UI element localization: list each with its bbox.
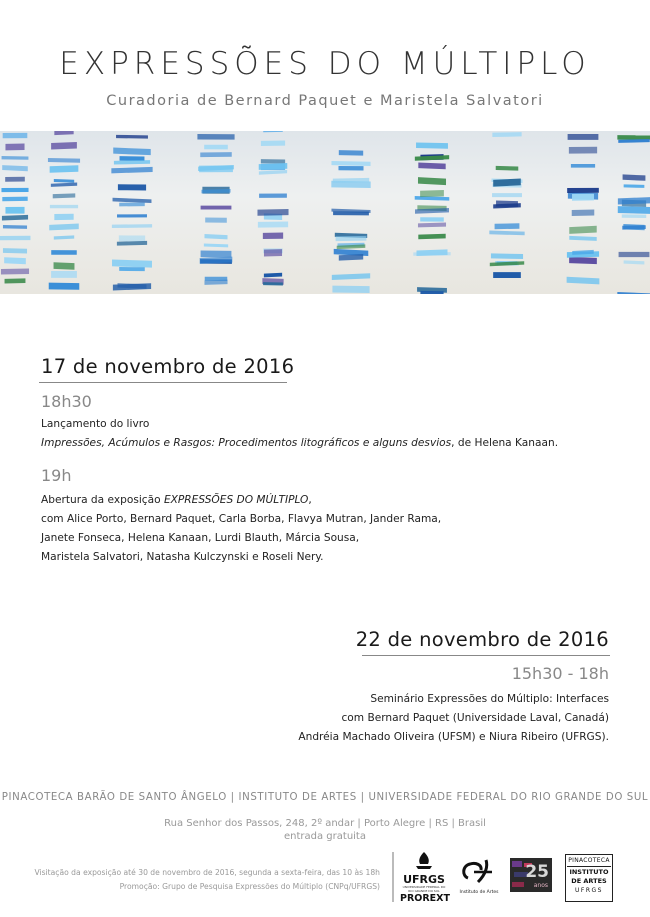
glass-column xyxy=(331,131,370,293)
glass-strip xyxy=(1,188,28,192)
glass-strip xyxy=(622,225,645,229)
event1-date: 17 de novembro de 2016 xyxy=(41,355,295,378)
glass-strip xyxy=(617,292,650,294)
curators-subtitle: Curadoria de Bernard Paquet e Maristela Salvatori xyxy=(106,93,544,109)
glass-strip xyxy=(418,163,445,170)
artwork-banner xyxy=(0,131,650,294)
glass-strip xyxy=(4,257,26,264)
glass-column xyxy=(489,131,524,278)
glass-strip xyxy=(569,147,597,154)
glass-strip xyxy=(418,223,446,228)
glass-column xyxy=(197,134,234,285)
glass-strip xyxy=(5,278,26,283)
pinacoteca-logo xyxy=(565,854,613,902)
glass-strip xyxy=(119,202,145,206)
logo-divider xyxy=(392,852,394,902)
glass-strip xyxy=(259,163,288,170)
pinacoteca-line-2: INSTITUTO xyxy=(569,868,609,876)
book-author-prefix: , de xyxy=(451,437,475,449)
event2-time: 15h30 - 18h xyxy=(511,664,609,683)
glass-strip xyxy=(617,135,650,140)
glass-strip xyxy=(200,152,231,157)
book-author: Helena Kanaan xyxy=(474,437,555,449)
glass-strip xyxy=(49,224,79,231)
speaker-bernard-paquet: Bernard Paquet xyxy=(367,712,450,724)
speaker1-prefix: com xyxy=(341,712,368,724)
seminar-title: Seminário Expressões do Múltiplo: Interfaces xyxy=(370,693,609,705)
speaker-niura-ribeiro: Niura Ribeiro xyxy=(488,731,558,743)
glass-strip xyxy=(54,262,75,269)
glass-strip xyxy=(568,134,599,140)
glass-strip xyxy=(112,260,152,268)
glass-strip xyxy=(420,217,444,221)
glass-stripes-artwork xyxy=(0,131,650,294)
prorext-label: PROREXT xyxy=(400,893,450,904)
glass-strip xyxy=(495,223,520,229)
glass-strip xyxy=(332,286,369,293)
admission-note: entrada gratuita xyxy=(284,831,366,842)
speaker1-affiliation: (Universidade Laval, Canadá) xyxy=(449,712,609,724)
book-launch-details xyxy=(41,434,558,453)
glass-strip xyxy=(2,156,29,160)
glass-strip xyxy=(336,236,367,241)
glass-strip xyxy=(264,249,282,256)
glass-strip xyxy=(49,283,80,290)
glass-strip xyxy=(54,214,73,220)
glass-strip xyxy=(53,193,76,198)
glass-strip xyxy=(567,277,600,285)
glass-strip xyxy=(1,268,29,274)
glass-strip xyxy=(205,218,227,223)
glass-strip xyxy=(204,145,228,150)
glass-strip xyxy=(567,188,599,193)
glass-strip xyxy=(2,215,28,221)
promotion-note: Promoção: Grupo de Pesquisa Expressões do Múltiplo (CNPq/UFRGS) xyxy=(119,882,380,891)
glass-strip xyxy=(416,142,448,148)
glass-strip xyxy=(263,131,283,132)
glass-strip xyxy=(339,254,363,260)
pinacoteca-rule xyxy=(567,866,611,867)
glass-strip xyxy=(0,236,30,241)
book-title: Impressões, Acúmulos e Rasgos: Procedimentos litográficos e alguns desvios xyxy=(41,437,452,449)
artists-line-3: Maristela Salvatori, Natasha Kulczynski e Roseli Nery. xyxy=(41,551,324,563)
address-block xyxy=(0,817,650,843)
pinacoteca-line-3: DE ARTES xyxy=(571,877,607,885)
glass-column xyxy=(257,131,288,285)
ufrgs-logo xyxy=(400,850,448,904)
glass-strip xyxy=(420,190,444,197)
glass-strip xyxy=(339,150,363,155)
glass-strip xyxy=(51,250,77,255)
glass-column xyxy=(567,131,600,294)
glass-strip xyxy=(48,158,80,163)
anniversary-number: 25 xyxy=(525,862,549,882)
glass-strip xyxy=(569,257,597,264)
glass-strip xyxy=(5,207,24,214)
glass-strip xyxy=(113,198,152,203)
glass-strip xyxy=(618,206,650,214)
glass-strip xyxy=(332,273,370,280)
glass-strip xyxy=(201,189,230,193)
glass-column xyxy=(48,131,80,290)
event2-date-divider xyxy=(362,655,610,656)
glass-strip xyxy=(415,196,450,201)
glass-strip xyxy=(257,209,288,216)
artists-line-1: com Alice Porto, Bernard Paquet, Carla Borba, Flavya Mutran, Jander Rama, xyxy=(41,513,442,525)
glass-strip xyxy=(333,211,369,215)
glass-strip xyxy=(259,193,287,197)
glass-strip xyxy=(3,248,27,253)
glass-strip xyxy=(54,179,74,183)
glass-strip xyxy=(204,243,228,247)
glass-strip xyxy=(50,165,79,172)
glass-strip xyxy=(623,174,646,180)
glass-strip xyxy=(3,133,28,138)
event1-time-19h: 19h xyxy=(41,466,72,485)
glass-column xyxy=(111,135,152,291)
glass-strip xyxy=(112,224,152,228)
pinacoteca-line-4: UFRGS xyxy=(575,887,603,894)
glass-strip xyxy=(418,177,446,185)
opening-line xyxy=(41,491,312,510)
ia-emblem-icon xyxy=(456,856,502,886)
book-end: . xyxy=(554,437,559,449)
glass-strip xyxy=(119,235,145,241)
glass-strip xyxy=(619,252,650,257)
glass-strip xyxy=(418,234,445,239)
glass-strip xyxy=(51,142,77,149)
ufrgs-small-label: UNIVERSIDADE FEDERAL DO RIO GRANDE DO SUL xyxy=(402,885,446,893)
glass-strip xyxy=(204,280,227,285)
glass-strip xyxy=(493,272,521,278)
book-launch-label: Lançamento do livro xyxy=(41,418,150,430)
glass-strip xyxy=(492,132,521,137)
glass-column xyxy=(617,135,650,294)
speaker2-mid: (UFSM) e xyxy=(434,731,489,743)
glass-strip xyxy=(204,234,227,239)
glass-strip xyxy=(261,141,285,146)
visit-promotion-block xyxy=(20,866,380,894)
ufrgs-emblem-icon xyxy=(400,850,448,870)
ia-label: Instituto de Artes xyxy=(459,890,499,895)
seminar-speaker-1 xyxy=(280,709,609,728)
seminar-speakers-2 xyxy=(280,728,609,747)
glass-strip xyxy=(54,235,74,239)
glass-strip xyxy=(50,205,78,208)
event1-date-divider xyxy=(39,382,287,383)
glass-column xyxy=(413,142,450,294)
glass-strip xyxy=(117,241,147,246)
instituto-artes-logo xyxy=(456,856,502,896)
glass-strip xyxy=(491,253,523,259)
glass-strip xyxy=(2,165,28,171)
glass-strip xyxy=(261,159,285,163)
glass-strip xyxy=(624,184,645,188)
glass-strip xyxy=(118,184,146,190)
speaker3-affiliation: (UFRGS). xyxy=(557,731,609,743)
glass-strip xyxy=(572,209,595,216)
glass-strip xyxy=(622,214,646,218)
glass-column xyxy=(0,133,30,284)
institutions-line: PINACOTECA BARÃO DE SANTO ÂNGELO | INSTITUTO DE ARTES | UNIVERSIDADE FEDERAL DO RIO GRANDE DO SUL xyxy=(1,792,649,803)
glass-strip xyxy=(197,134,234,140)
glass-strip xyxy=(331,161,370,166)
visit-hours: Visitação da exposição até 30 de novembro de 2016, segunda a sexta-feira, das 10 às 18h xyxy=(34,868,380,877)
anniversary-logo xyxy=(510,858,552,892)
glass-strip xyxy=(201,250,232,257)
speaker-andreia-oliveira: Andréia Machado Oliveira xyxy=(298,731,435,743)
glass-strip xyxy=(201,206,232,210)
event2-date: 22 de novembro de 2016 xyxy=(355,628,609,651)
glass-strip xyxy=(5,177,25,182)
glass-strip xyxy=(333,178,369,183)
glass-strip xyxy=(489,231,524,236)
glass-strip xyxy=(263,282,283,285)
anniversary-label: anos xyxy=(533,882,548,889)
glass-strip xyxy=(51,271,77,278)
glass-strip xyxy=(119,267,145,271)
artists-line-2: Janete Fonseca, Helena Kanaan, Lurdi Blauth, Márcia Sousa, xyxy=(41,532,360,544)
glass-strip xyxy=(624,260,645,264)
glass-strip xyxy=(114,160,150,164)
glass-strip xyxy=(264,273,282,278)
glass-strip xyxy=(54,131,73,135)
glass-strip xyxy=(3,225,27,229)
pinacoteca-line-1: PINACOTECA xyxy=(568,857,610,864)
glass-strip xyxy=(338,166,363,171)
glass-strip xyxy=(417,249,448,256)
glass-strip xyxy=(117,214,147,217)
glass-strip xyxy=(572,194,594,201)
opening-prefix: Abertura da exposição xyxy=(41,494,164,506)
address: Rua Senhor dos Passos, 248, 2º andar | Porto Alegre | RS | Brasil xyxy=(164,818,486,829)
glass-strip xyxy=(120,156,145,161)
glass-strip xyxy=(492,193,522,197)
glass-strip xyxy=(263,233,283,240)
glass-strip xyxy=(5,143,24,150)
glass-strip xyxy=(493,179,521,187)
glass-strip xyxy=(111,167,152,173)
glass-strip xyxy=(51,182,77,186)
glass-strip xyxy=(571,164,595,168)
glass-strip xyxy=(258,221,288,227)
opening-title: EXPRESSÕES DO MÚLTIPLO xyxy=(163,494,309,506)
opening-suffix: , xyxy=(308,494,312,506)
glass-strip xyxy=(113,148,151,156)
glass-strip xyxy=(420,291,443,294)
glass-strip xyxy=(496,166,519,171)
glass-strip xyxy=(569,236,596,241)
glass-strip xyxy=(415,155,449,161)
ufrgs-label: UFRGS xyxy=(403,873,445,886)
glass-strip xyxy=(259,170,287,175)
exhibition-title: EXPRESSÕES DO MÚLTIPLO xyxy=(59,46,591,82)
glass-strip xyxy=(2,197,27,202)
event1-time-1830: 18h30 xyxy=(41,392,92,411)
glass-strip xyxy=(618,197,650,204)
glass-strip xyxy=(116,135,148,139)
glass-strip xyxy=(569,226,596,234)
